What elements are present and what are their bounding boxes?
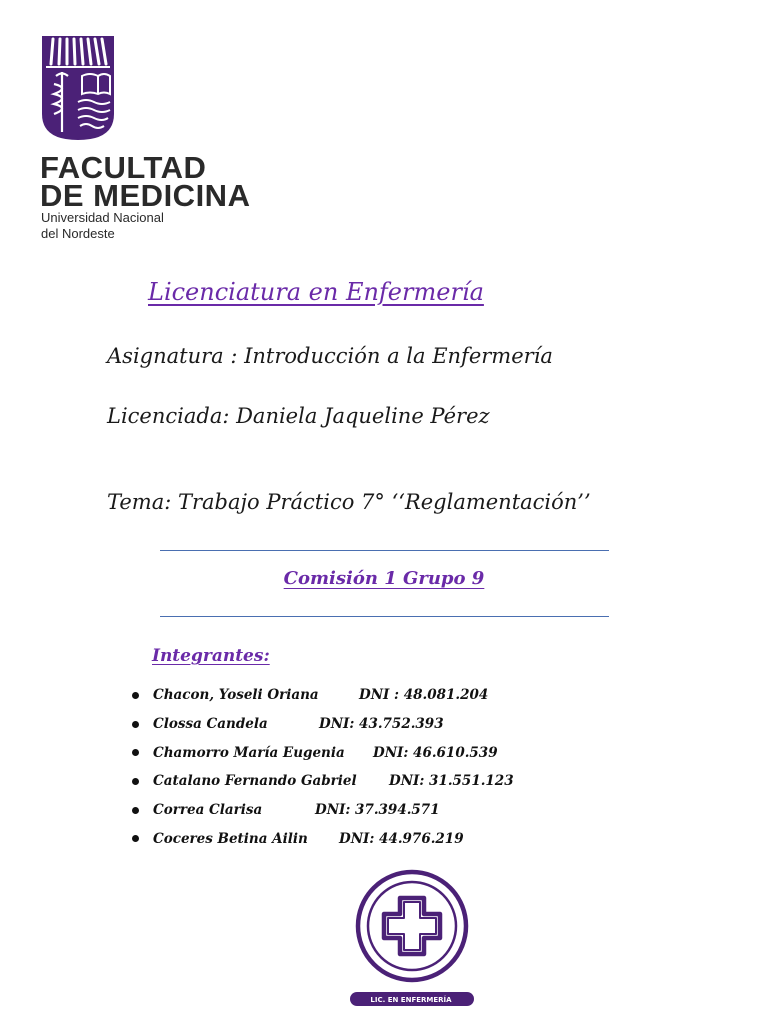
divider-top [160, 550, 609, 551]
badge-label: LIC. EN ENFERMERÍA [370, 996, 452, 1004]
member-name: Chacon, Yoseli Oriana [153, 687, 319, 704]
member-dni: DNI: 37.394.571 [315, 802, 440, 819]
faculty-name-line1: FACULTAD [40, 150, 207, 185]
member-dni: DNI: 31.551.123 [389, 773, 514, 790]
university-name-line1: Universidad Nacional [41, 210, 164, 225]
faculty-shield-logo-icon [42, 36, 114, 140]
degree-title: Licenciatura en Enfermería [148, 278, 484, 306]
faculty-name-line2: DE MEDICINA [40, 178, 251, 213]
bullet-icon [132, 835, 139, 842]
members-heading: Integrantes: [152, 646, 270, 666]
member-dni: DNI: 44.976.219 [339, 830, 464, 847]
university-name-line2: del Nordeste [41, 226, 115, 241]
bullet-icon [132, 807, 139, 814]
member-name: Correa Clarisa [153, 802, 263, 819]
list-item [132, 796, 514, 825]
member-dni: DNI: 43.752.393 [319, 716, 444, 733]
list-item [132, 738, 514, 767]
member-name: Coceres Betina Ailin [153, 830, 308, 847]
member-dni: DNI: 46.610.539 [373, 744, 498, 761]
member-name: Chamorro María Eugenia [153, 744, 345, 761]
member-name: Clossa Candela [153, 716, 268, 733]
list-item [132, 824, 514, 853]
member-name: Catalano Fernando Gabriel [153, 773, 357, 790]
list-item [132, 710, 514, 739]
bullet-icon [132, 778, 139, 785]
commission-title: Comisión 1 Grupo 9 [283, 568, 485, 589]
list-item [132, 681, 514, 710]
subject-line: Asignatura : Introducción a la Enfermería [107, 344, 553, 368]
bullet-icon [132, 721, 139, 728]
members-list [132, 681, 514, 853]
list-item [132, 767, 514, 796]
bullet-icon [132, 692, 139, 699]
instructor-line: Licenciada: Daniela Jaqueline Pérez [107, 404, 490, 428]
divider-bottom [160, 616, 609, 617]
nursing-badge-icon [346, 868, 478, 1010]
topic-line: Tema: Trabajo Práctico 7° ‘‘Reglamentación’’ [107, 490, 591, 514]
member-dni: DNI : 48.081.204 [359, 687, 489, 704]
bullet-icon [132, 749, 139, 756]
